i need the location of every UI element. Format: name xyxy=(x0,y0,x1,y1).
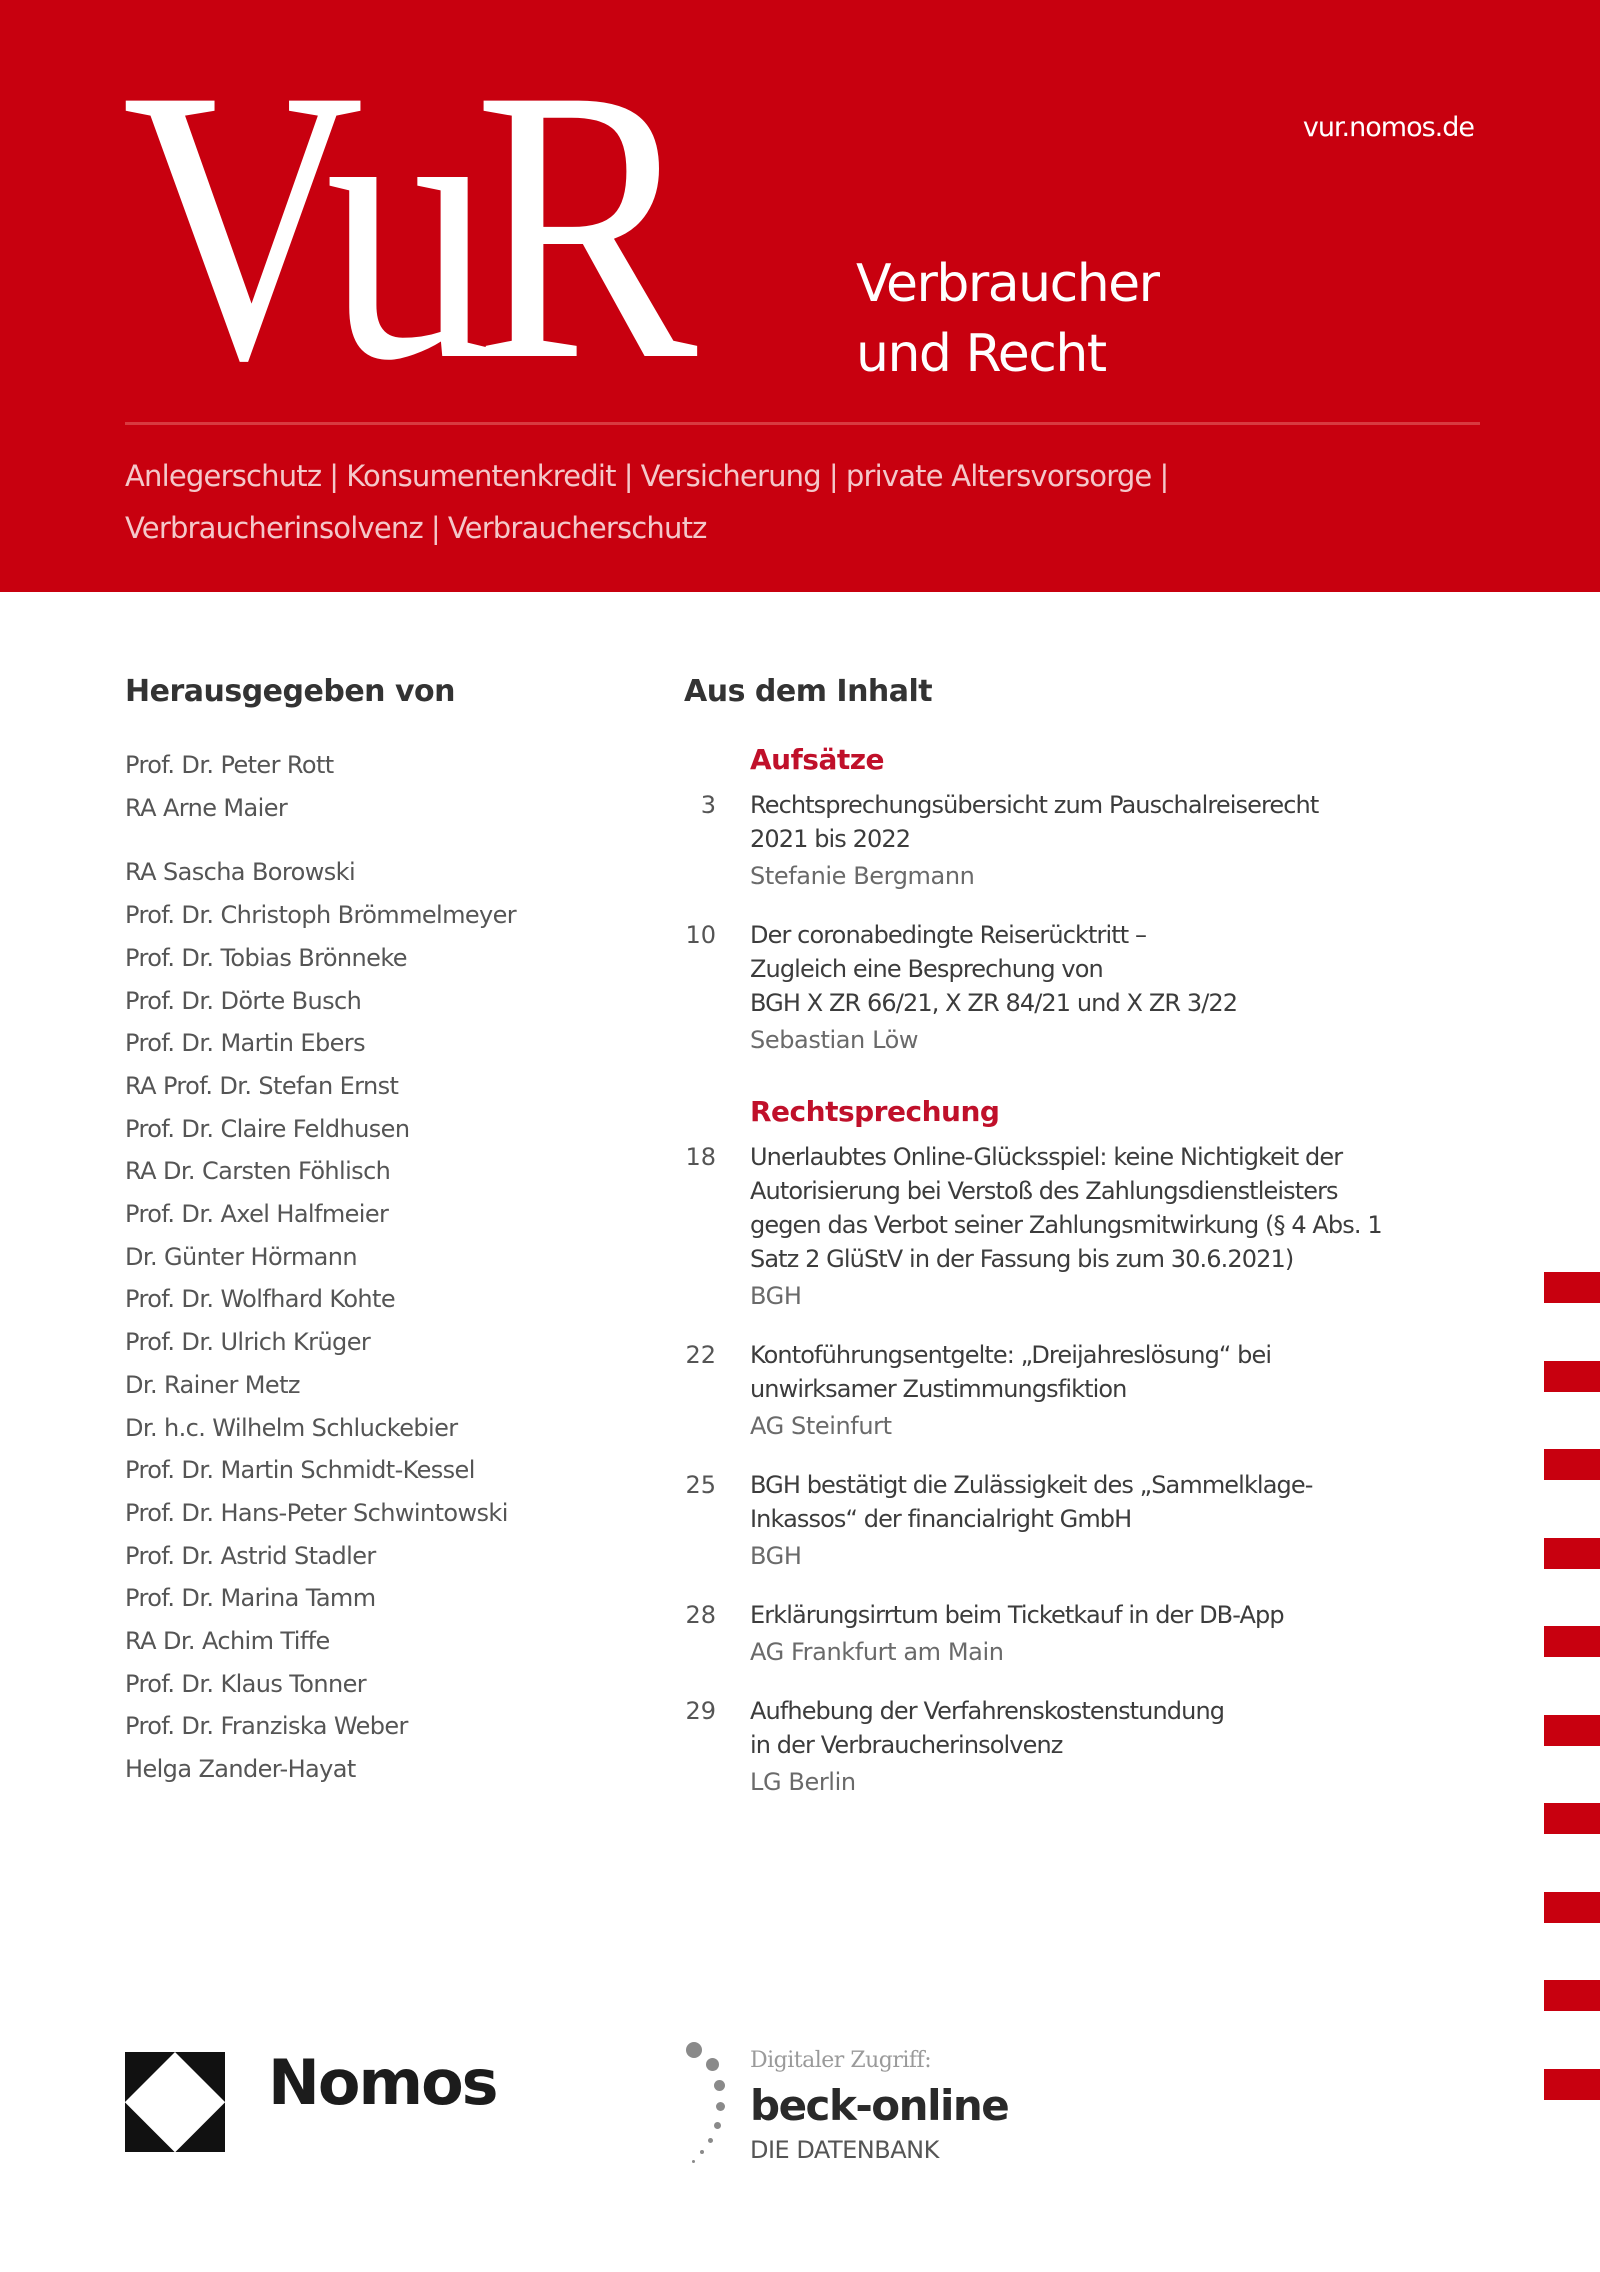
editor-name: Prof. Dr. Dörte Busch xyxy=(125,986,362,1015)
editor-name: Helga Zander-Hayat xyxy=(125,1755,356,1784)
entry-title-line: in der Verbraucherinsolvenz xyxy=(750,1731,1063,1759)
topic-separator: | xyxy=(623,459,633,493)
topic-item: Konsumentenkredit xyxy=(346,459,616,493)
section-gap xyxy=(660,1082,1520,1092)
edge-mark xyxy=(1544,1892,1600,1923)
entry-title-line: unwirksamer Zustimmungsfiktion xyxy=(750,1375,1127,1403)
editor-name: Prof. Dr. Wolfhard Kohte xyxy=(125,1285,396,1314)
editor-name: Dr. Rainer Metz xyxy=(125,1370,300,1399)
journal-url[interactable]: vur.nomos.de xyxy=(1302,112,1474,143)
editor-name: Prof. Dr. Ulrich Krüger xyxy=(125,1328,371,1357)
header-band xyxy=(0,0,1600,592)
editor-name: Prof. Dr. Tobias Brönneke xyxy=(125,943,407,972)
editor-name: RA Prof. Dr. Stefan Ernst xyxy=(125,1071,399,1100)
entry-author: Stefanie Bergmann xyxy=(750,862,975,890)
entry-title-line: Satz 2 GlüStV in der Fassung bis zum 30.6.2021) xyxy=(750,1245,1294,1273)
entry-title-line: gegen das Verbot seiner Zahlungsmitwirkung (§ 4 Abs. 1 xyxy=(750,1211,1382,1239)
beck-dot-icon xyxy=(700,2150,704,2154)
toc-entry[interactable] xyxy=(660,788,1520,896)
edge-mark xyxy=(1544,2069,1600,2100)
page-number: 28 xyxy=(685,1601,716,1629)
topic-separator: | xyxy=(1159,459,1169,493)
topic-separator: | xyxy=(430,511,440,545)
page-number: 18 xyxy=(685,1143,716,1171)
journal-subtitle-line2: und Recht xyxy=(856,324,1106,384)
entry-title-line: BGH bestätigt die Zulässigkeit des „Sammelklage- xyxy=(750,1471,1313,1499)
edge-mark xyxy=(1544,1361,1600,1392)
beck-dot-icon xyxy=(714,2122,721,2129)
topic-separator: | xyxy=(329,459,339,493)
toc-entry[interactable] xyxy=(660,1468,1520,1576)
edge-thumb-marks xyxy=(1544,0,1600,2272)
entry-title-line: Erklärungsirrtum beim Ticketkauf in der DB-App xyxy=(750,1601,1284,1629)
publisher-name: Nomos xyxy=(268,2046,497,2119)
edge-mark xyxy=(1544,1538,1600,1569)
editor-name: RA Sascha Borowski xyxy=(125,858,356,887)
beck-dot-icon xyxy=(714,2080,725,2091)
editor-name: Prof. Dr. Axel Halfmeier xyxy=(125,1200,389,1229)
editors-list xyxy=(125,744,645,1791)
header-divider xyxy=(125,422,1480,425)
entry-author: BGH xyxy=(750,1542,802,1570)
topic-item: Anlegerschutz xyxy=(125,459,322,493)
beck-dot-icon xyxy=(716,2102,725,2111)
editor-name: Prof. Dr. Marina Tamm xyxy=(125,1584,376,1613)
edge-mark xyxy=(1544,1449,1600,1480)
nomos-logo-icon xyxy=(125,2052,225,2152)
page-number: 22 xyxy=(685,1341,716,1369)
beck-dot-icon xyxy=(692,2160,695,2163)
entry-author: Sebastian Löw xyxy=(750,1026,919,1054)
topics-row-2 xyxy=(125,511,1525,545)
table-of-contents xyxy=(660,740,1520,1824)
entry-author: AG Frankfurt am Main xyxy=(750,1638,1004,1666)
beck-dot-icon xyxy=(706,2058,719,2071)
beck-access-label: Digitaler Zugriff: xyxy=(750,2048,932,2073)
page-number: 25 xyxy=(685,1471,716,1499)
editor-main: Prof. Dr. Peter Rott xyxy=(125,751,334,779)
edge-mark xyxy=(1544,1715,1600,1746)
editor-name: RA Dr. Carsten Föhlisch xyxy=(125,1157,391,1186)
entry-title-line: Kontoführungsentgelte: „Dreijahreslösung“ bei xyxy=(750,1341,1272,1369)
entry-title-line: Autorisierung bei Verstoß des Zahlungsdienstleisters xyxy=(750,1177,1338,1205)
beck-brand: beck-online xyxy=(750,2081,1009,2130)
editors-heading: Herausgegeben von xyxy=(125,674,455,709)
page-number: 3 xyxy=(700,791,716,819)
edge-mark xyxy=(1544,1803,1600,1834)
edge-mark xyxy=(1544,1626,1600,1657)
contents-heading: Aus dem Inhalt xyxy=(684,674,933,709)
entry-title-line: 2021 bis 2022 xyxy=(750,825,911,853)
entry-title-line: Aufhebung der Verfahrenskostenstundung xyxy=(750,1697,1225,1725)
editor-name: Prof. Dr. Franziska Weber xyxy=(125,1712,408,1741)
entry-title-line: Inkassos“ der financialright GmbH xyxy=(750,1505,1132,1533)
toc-entry[interactable] xyxy=(660,1598,1520,1672)
toc-entry[interactable] xyxy=(660,1140,1520,1316)
entry-author: AG Steinfurt xyxy=(750,1412,892,1440)
entry-title-line: Unerlaubtes Online-Glücksspiel: keine Nichtigkeit der xyxy=(750,1143,1343,1171)
page-number: 29 xyxy=(685,1697,716,1725)
edge-mark xyxy=(1544,1272,1600,1303)
editor-name: Prof. Dr. Claire Feldhusen xyxy=(125,1114,410,1143)
editor-name: Prof. Dr. Martin Schmidt-Kessel xyxy=(125,1456,475,1485)
entry-title-line: BGH X ZR 66/21, X ZR 84/21 und X ZR 3/22 xyxy=(750,989,1238,1017)
entry-title-line: Zugleich eine Besprechung von xyxy=(750,955,1103,983)
topics-row-1 xyxy=(125,459,1525,493)
editor-name: Prof. Dr. Martin Ebers xyxy=(125,1029,365,1058)
topic-item: Verbraucherschutz xyxy=(447,511,707,545)
journal-logo-box xyxy=(122,60,832,390)
beck-dot-icon xyxy=(686,2042,702,2058)
entry-title-line: Rechtsprechungsübersicht zum Pauschalreiserecht xyxy=(750,791,1319,819)
toc-entry[interactable] xyxy=(660,1338,1520,1446)
topic-item: Verbraucherinsolvenz xyxy=(125,511,423,545)
edge-mark xyxy=(1544,1980,1600,2011)
editor-main: RA Arne Maier xyxy=(125,793,288,822)
editor-name: Prof. Dr. Astrid Stadler xyxy=(125,1541,376,1570)
editor-name: Prof. Dr. Hans-Peter Schwintowski xyxy=(125,1498,508,1527)
journal-logo: VuR xyxy=(122,60,679,390)
editor-name: Dr. Günter Hörmann xyxy=(125,1242,357,1271)
entry-author: LG Berlin xyxy=(750,1768,856,1796)
journal-subtitle-line1: Verbraucher xyxy=(856,254,1159,314)
editor-name: RA Dr. Achim Tiffe xyxy=(125,1627,330,1656)
topic-item: private Altersvorsorge xyxy=(845,459,1152,493)
page-number: 10 xyxy=(685,921,716,949)
editor-name: Prof. Dr. Klaus Tonner xyxy=(125,1669,367,1698)
section-title: Aufsätze xyxy=(750,743,885,776)
toc-entry[interactable] xyxy=(660,918,1520,1060)
toc-entry[interactable] xyxy=(660,1694,1520,1802)
beck-dot-icon xyxy=(708,2138,713,2143)
topic-separator: | xyxy=(828,459,838,493)
section-title: Rechtsprechung xyxy=(750,1095,1000,1128)
editor-name: Prof. Dr. Christoph Brömmelmeyer xyxy=(125,901,517,930)
editor-name: Dr. h.c. Wilhelm Schluckebier xyxy=(125,1413,458,1442)
entry-title-line: Der coronabedingte Reiserücktritt – xyxy=(750,921,1147,949)
entry-author: BGH xyxy=(750,1282,802,1310)
beck-subtitle: DIE DATENBANK xyxy=(750,2136,939,2164)
beck-online-logo xyxy=(680,2030,1020,2180)
topic-item: Versicherung xyxy=(640,459,821,493)
